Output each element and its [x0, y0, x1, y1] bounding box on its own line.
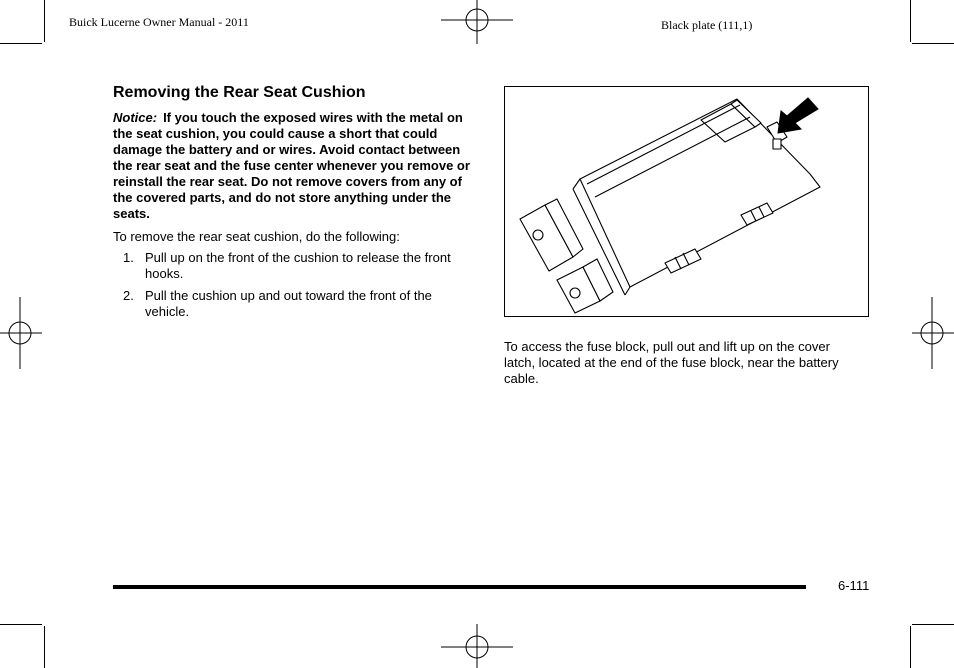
notice-text: If you touch the exposed wires with the metal on the seat cushion, you could cause a short that could damage the battery and or wires. Avoid contact between the rear seat and the fuse center whenever you remove or reinstall the rear seat. Do not remove covers from any of the covered parts, and do not store anything under the seats.	[113, 110, 470, 221]
notice-block	[113, 110, 475, 222]
intro-text: To remove the rear seat cushion, do the following:	[113, 229, 400, 244]
section-title: Removing the Rear Seat Cushion	[113, 84, 366, 101]
list-item	[113, 288, 475, 320]
step-number: 2.	[123, 288, 134, 303]
registration-mark-icon	[912, 297, 954, 369]
crop-mark	[910, 626, 911, 668]
step-number: 1.	[123, 250, 134, 265]
crop-mark	[912, 624, 954, 625]
print-header-right: Black plate (111,1)	[661, 18, 753, 32]
crop-mark	[44, 626, 45, 668]
crop-mark	[910, 0, 911, 42]
figure-caption: To access the fuse block, pull out and lift up on the cover latch, located at the end of the fuse block, near the battery cable.	[504, 339, 839, 386]
fuse-block-figure	[504, 86, 869, 317]
notice-label: Notice:	[113, 110, 158, 125]
footer-rule	[113, 585, 806, 589]
steps-list	[113, 250, 475, 326]
registration-mark-icon	[441, 624, 513, 668]
step-text: Pull the cushion up and out toward the front of the vehicle.	[145, 288, 432, 319]
page-number: 6-111	[838, 578, 870, 593]
crop-mark	[0, 624, 42, 625]
fuse-block-illustration	[505, 87, 867, 315]
crop-mark	[44, 0, 45, 42]
crop-mark	[0, 43, 42, 44]
crop-mark	[912, 43, 954, 44]
print-header-left: Buick Lucerne Owner Manual - 2011	[69, 15, 249, 29]
registration-mark-icon	[441, 0, 513, 44]
step-text: Pull up on the front of the cushion to release the front hooks.	[145, 250, 451, 281]
registration-mark-icon	[0, 297, 42, 369]
arrow-pointing-icon	[778, 98, 818, 133]
list-item	[113, 250, 475, 282]
